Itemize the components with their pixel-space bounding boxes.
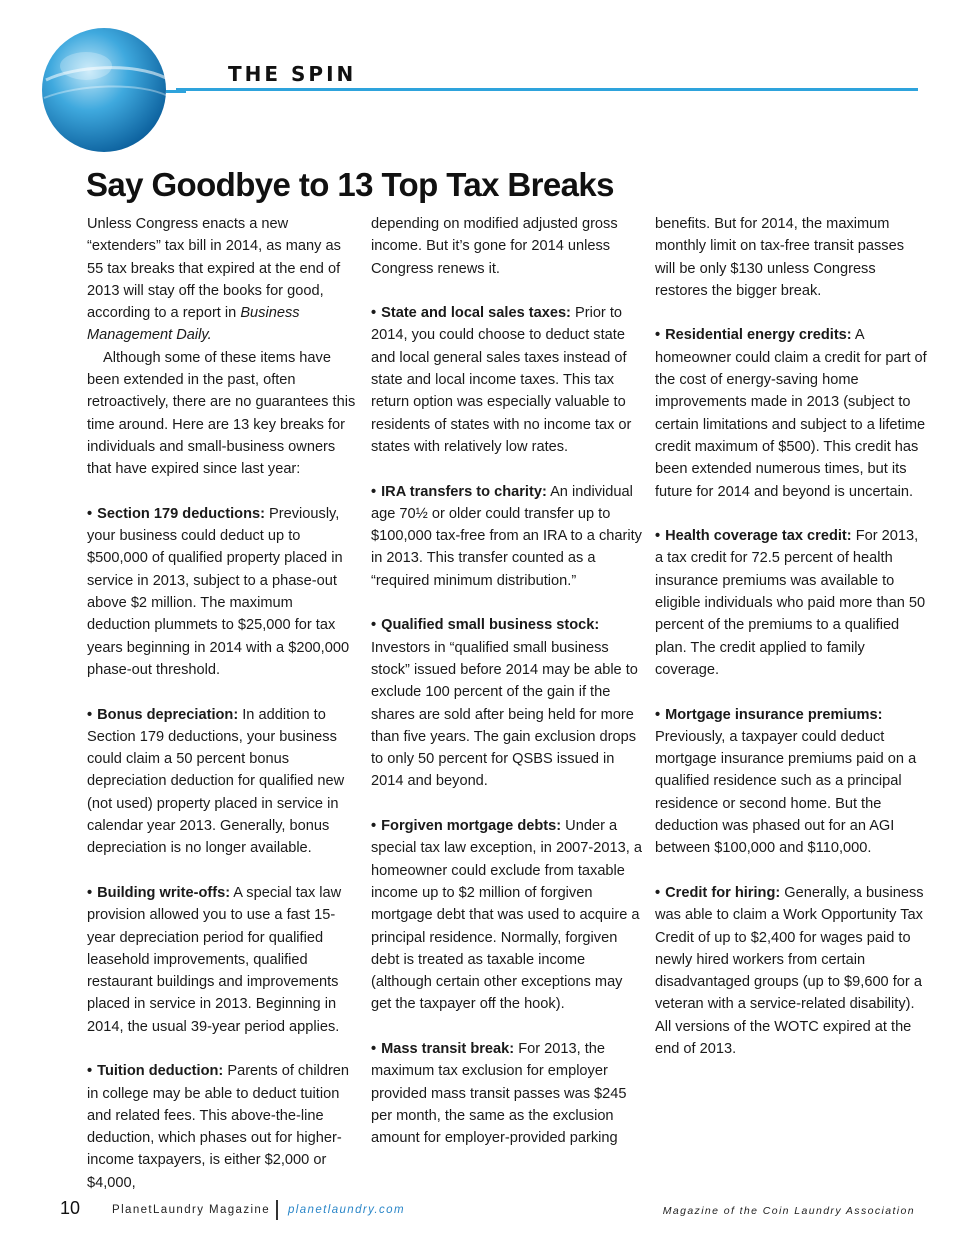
bullet-icon: • — [87, 505, 93, 522]
bullet-icon: • — [655, 327, 661, 344]
globe-icon — [34, 26, 174, 154]
page-footer — [0, 1196, 960, 1226]
tax-break-item: • Credit for hiring: Generally, a business was able to claim a Work Opportunity Tax Credit of up to $2,400 for wages paid to newly hired workers from certain disadvantaged groups (up to $9,600 for a veteran with a service-related disability). All versions of the WOTC expired at the end of 2013. — [655, 884, 924, 1057]
footer-divider — [276, 1200, 278, 1220]
tax-break-item: • State and local sales taxes: Prior to 2014, you could choose to deduct state and local general sales taxes instead of state and local income taxes. This tax return option was especially valuable to residents of states with no income tax or states with relatively low rates. — [371, 305, 632, 455]
source-publication: Business Management Daily. — [87, 305, 300, 344]
tax-break-continuation: depending on modified adjusted gross income. But it’s gone for 2014 unless Congress renews it. — [371, 216, 618, 277]
magazine-name: PlanetLaundry Magazine — [112, 1204, 271, 1216]
bullet-icon: • — [371, 483, 377, 500]
tax-break-item: • Qualified small business stock: Investors in “qualified small business stock” issued before 2014 may be able to exclude 100 percent of the gain if the shares are sold after being held for more than five years. The gain exclusion drops to only 50 percent for QSBS issued in 2014 and beyond. — [371, 617, 638, 790]
bullet-icon: • — [371, 1040, 377, 1057]
bullet-icon: • — [655, 706, 661, 723]
tax-break-item: • Mortgage insurance premiums: Previously, a taxpayer could deduct mortgage insurance premiums paid on a qualified residence such as a principal residence or second home. But the deduction was phased out for an AGI between $100,000 and $110,000. — [655, 706, 917, 857]
bullet-icon: • — [655, 528, 661, 545]
magazine-tagline: Magazine of the Coin Laundry Association — [662, 1205, 915, 1217]
bullet-icon: • — [371, 305, 377, 322]
website-link[interactable]: planetlaundry.com — [288, 1204, 405, 1216]
tax-break-item: • Building write-offs: A special tax law provision allowed you to use a fast 15-year depreciation period for qualified leasehold improvements, qualified restaurant buildings and improvements placed in service in 2013. Beginning in 2014, the usual 39-year period applies. — [87, 884, 342, 1035]
article-column-1 — [87, 213, 359, 1194]
article-column-3 — [655, 213, 927, 1060]
tax-break-item: • Bonus depreciation: In addition to Section 179 deductions, your business could claim a 50 percent bonus depreciation deduction for qualified new (not used) property placed in service in calendar year 2013. Generally, bonus depreciation is no longer available. — [87, 706, 345, 857]
bullet-icon: • — [655, 884, 661, 901]
bullet-icon: • — [87, 884, 93, 901]
bullet-icon: • — [87, 1063, 93, 1080]
page-number: 10 — [60, 1198, 81, 1218]
header-rule — [176, 88, 918, 91]
tax-break-continuation: benefits. But for 2014, the maximum monthly limit on tax-free transit passes will be only $130 unless Congress restores the bigger break. — [655, 216, 904, 299]
tax-break-item: • Residential energy credits: A homeowner could claim a credit for part of the cost of energy-saving home improvements made in 2013 (subject to certain limitations and subject to a lifetime credit maximum of $500). This credit has been extended numerous times, but its future for 2014 and beyond is uncertain. — [655, 327, 927, 500]
section-label: THE SPIN — [228, 62, 357, 86]
intro-paragraph: Unless Congress enacts a new “extenders” tax bill in 2014, as many as 55 tax breaks that expired at the end of 2013 will stay off the books for good, according to a report in Business Management Daily. — [87, 216, 341, 344]
intro-paragraph-2: Although some of these items have been extended in the past, often retroactively, there are no guarantees this time around. Here are 13 key breaks for individuals and small-business owners that have expired since last year: — [87, 349, 356, 478]
tax-break-item: • Section 179 deductions: Previously, your business could deduct up to $500,000 of qualified property placed in service in 2013, subject to a phase-out above $2 million. The maximum deduction plummets to $25,000 for tax years beginning in 2014 with a $200,000 phase-out threshold. — [87, 505, 350, 678]
bullet-icon: • — [87, 706, 93, 723]
article-title: Say Goodbye to 13 Top Tax Breaks — [86, 166, 614, 203]
bullet-icon: • — [371, 818, 377, 835]
article-column-2 — [371, 213, 643, 1149]
tax-break-item: • Tuition deduction: Parents of children in college may be able to deduct tuition and related fees. This above-the-line deduction, which phases out for higher-income taxpayers, is either $2,000 or $4,000, — [87, 1063, 350, 1191]
tax-break-item: • Forgiven mortgage debts: Under a special tax law exception, in 2007-2013, a homeowner could exclude from taxable income up to $2 million of forgiven mortgage debt that was used to acquire a principal residence. Normally, forgiven debt is treated as taxable income (although certain other exceptions may get the taxpayer off the hook). — [371, 818, 642, 1013]
bullet-icon: • — [371, 617, 377, 634]
tax-break-item: • Health coverage tax credit: For 2013, a tax credit for 72.5 percent of health insurance premiums was available to eligible individuals who paid more than 50 percent of the premiums to a qualified plan. The credit applied to family coverage. — [655, 528, 926, 678]
tax-break-item: • Mass transit break: For 2013, the maximum tax exclusion for employer provided mass transit passes was $245 per month, the same as the exclusion amount for employer-provided parking — [371, 1040, 627, 1147]
tax-break-item: • IRA transfers to charity: An individual age 70½ or older could transfer up to $100,000 tax-free from an IRA to a charity in 2013. This transfer counted as a “required minimum distribution.” — [371, 483, 642, 589]
